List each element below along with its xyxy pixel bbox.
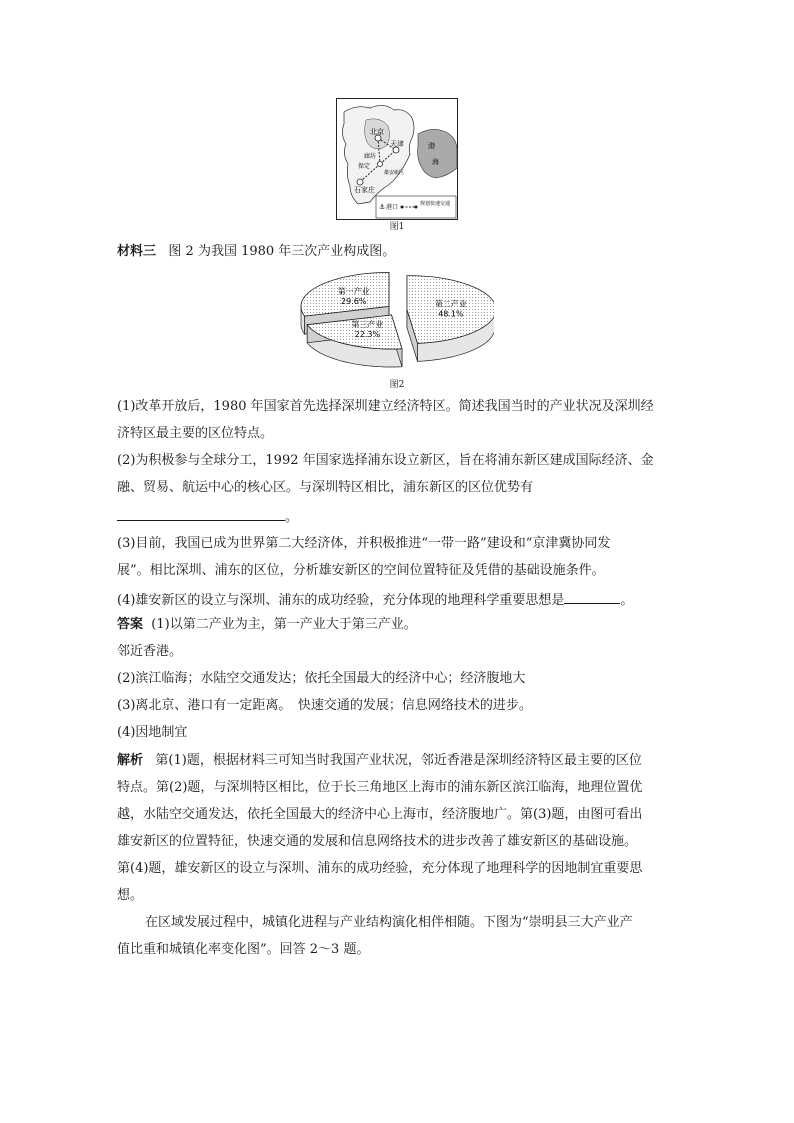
analysis-label: 解析 xyxy=(117,753,144,768)
question-2-end: 。 xyxy=(285,510,299,525)
pie-chart xyxy=(300,266,494,378)
material3-label: 材料三 xyxy=(117,244,157,259)
question-2-line-3 xyxy=(117,506,677,527)
port-icon: ⚓ xyxy=(379,203,386,211)
answer-1: (1)以第二产业为主，第一产业大于第三产业。 xyxy=(151,617,417,632)
pie-category-label-1: 第二产业 xyxy=(434,299,467,309)
question-2-line-2: 融、贸易、航运中心的核心区。与深圳特区相比，浦东新区的区位优势有 xyxy=(117,480,534,495)
analysis-line-4: 雄安新区的位置特征，快速交通的发展和信息网络技术的进步改善了雄安新区的基础设施。 xyxy=(117,834,638,849)
answer-blank-q4[interactable] xyxy=(564,589,620,604)
answer-line-1 xyxy=(117,616,677,634)
map-label-bohai-2: 海 xyxy=(432,158,439,166)
question-4-line xyxy=(117,589,677,610)
answer-blank-q2[interactable] xyxy=(117,506,285,521)
map-label-baoding: 保定 xyxy=(358,163,371,170)
intro-line-2: 值比重和城镇化率变化图”。回答 2～3 题。 xyxy=(117,942,370,957)
figure1-caption: 图1 xyxy=(389,222,405,232)
answer-label: 答案 xyxy=(117,617,144,632)
map-label-beijing: 北京 xyxy=(370,128,384,136)
figure2-caption: 图2 xyxy=(389,380,405,390)
map-label-xiongan: 雄安新区 xyxy=(384,170,405,176)
analysis-text-1: 第(1)题，根据材料三可知当时我国产业状况，邻近香港是深圳经济特区最主要的区位 xyxy=(155,753,642,768)
answer-4: (4)因地制宜 xyxy=(117,725,188,740)
analysis-line-5: 第(4)题，雄安新区的设立与深圳、浦东的成功经验，充分体现了地理科学的因地制宜重要思 xyxy=(117,861,643,876)
analysis-line-1 xyxy=(117,752,677,770)
pie-category-label-0: 第一产业 xyxy=(337,287,370,297)
question-3-line-2: 展”。相比深圳、浦东的区位，分析雄安新区的空间位置特征及凭借的基础设施条件。 xyxy=(117,563,605,578)
pie-category-label-2: 第三产业 xyxy=(351,320,384,330)
question-2-line-1: (2)为积极参与全球分工，1992 年国家选择浦东设立新区，旨在将浦东新区建成国际经济、金 xyxy=(117,453,654,468)
map-label-shijiazhuang: 石家庄 xyxy=(354,186,375,194)
analysis-line-6: 想。 xyxy=(117,888,144,903)
pie-value-label-2: 22.3% xyxy=(354,330,381,340)
pie-value-label-1: 48.1% xyxy=(438,309,464,319)
question-4-text: (4)雄安新区的设立与深圳、浦东的成功经验，充分体现的地理科学重要思想是 xyxy=(117,593,565,608)
question-1-line-2: 济特区最主要的区位特点。 xyxy=(117,426,274,441)
legend-port: 港口 xyxy=(386,204,399,211)
question-1-line-1: (1)改革开放后，1980 年国家首先选择深圳建立经济特区。简述我国当时的产业状况及深圳经 xyxy=(117,399,654,414)
map-figure xyxy=(336,98,458,220)
material3-text: 图 2 为我国 1980 年三次产业构成图。 xyxy=(168,244,396,259)
question-3-line-1: (3)目前，我国已成为世界第二大经济体，并积极推进“一带一路”建设和“京津冀协同发 xyxy=(117,536,611,551)
legend-rail: 规划快速交通 xyxy=(420,201,451,207)
map-label-langfang: 廊坊 xyxy=(364,153,377,160)
answer-2: (2)滨江临海；水陆空交通发达；依托全国最大的经济中心；经济腹地大 xyxy=(117,671,526,686)
map-label-bohai-1: 渤 xyxy=(428,142,435,150)
question-4-end: 。 xyxy=(620,593,634,608)
answer-1b: 邻近香港。 xyxy=(117,644,183,659)
intro-line-1: 在区域发展过程中，城镇化进程与产业结构演化相伴相随。下图为“崇明县三大产业产 xyxy=(145,915,633,930)
analysis-line-2: 特点。第(2)题，与深圳特区相比，位于长三角地区上海市的浦东新区滨江临海，地理位置优 xyxy=(117,780,643,795)
analysis-line-3: 越，水陆空交通发达，依托全国最大的经济中心上海市，经济腹地广。第(3)题，由图可看出 xyxy=(117,807,643,822)
answer-3: (3)离北京、港口有一定距离。 快速交通的发展；信息网络技术的进步。 xyxy=(117,698,532,713)
map-label-tianjin: 天津 xyxy=(390,140,404,148)
material3-line xyxy=(117,243,677,261)
pie-value-label-0: 29.6% xyxy=(340,297,367,307)
